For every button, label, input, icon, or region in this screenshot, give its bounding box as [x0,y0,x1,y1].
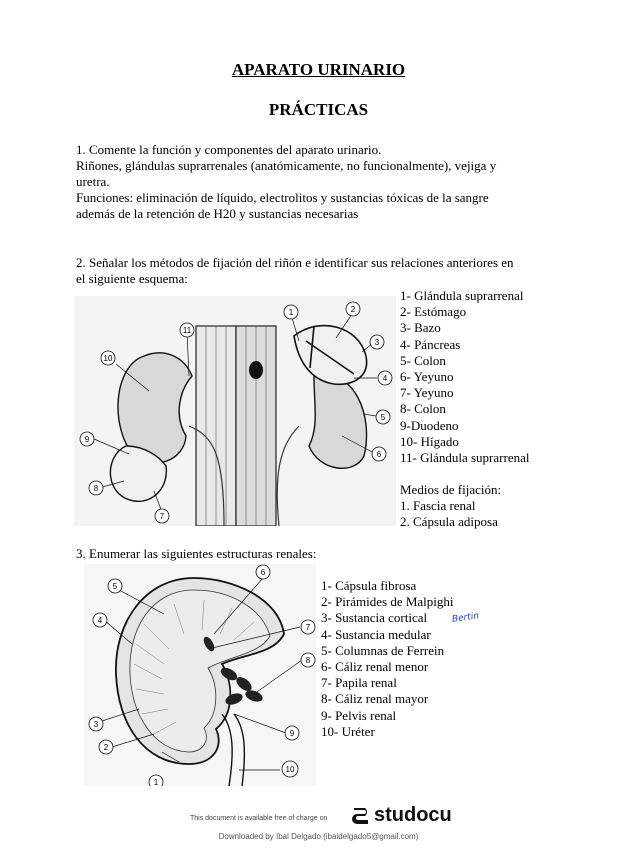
list-item: 6- Cáliz renal menor [321,659,429,675]
question-1-line: Riñones, glándulas suprarrenales (anatómicamente, no funcionalmente), vejiga y [76,158,497,173]
diagram-label: 11 [182,326,192,335]
list-item: 11- Glándula suprarrenal [400,450,530,466]
question-3-line: 3. Enumerar las siguientes estructuras renales: [76,546,317,561]
list-item: 5- Columnas de Ferrein [321,642,445,658]
vessel-section [249,361,263,379]
list-item: 3- Bazo [400,320,441,336]
diagram-label: 3 [93,720,99,729]
diagram-label: 10 [285,765,295,774]
diagram-label: 8 [305,656,311,665]
diagram-label: 5 [112,582,118,591]
list-item: 2- Pirámides de Malpighi [321,594,454,610]
fixation-list [400,482,501,531]
studocu-brand[interactable]: studocu [374,804,452,826]
list-item: 8- Colon [400,401,446,417]
studocu-logo-icon[interactable] [350,805,372,827]
question-1-line: además de la retención de H20 y sustancias necesarias [76,206,359,221]
question-2-line: el siguiente esquema: [76,271,188,286]
kidney-structure-diagram [84,564,316,786]
list-item: 4- Sustancia medular [321,626,431,642]
diagram-label: 2 [103,743,109,752]
structures-list [321,578,454,740]
question-1 [76,142,566,222]
page-title: APARATO URINARIO [231,60,406,79]
list-item: 4- Páncreas [400,336,461,352]
fixation-title: Medios de fijación: [400,482,502,497]
relations-list [400,288,529,466]
diagram-label: 9 [289,729,295,738]
question-1-line: uretra. [76,174,110,189]
diagram-label: 4 [382,374,388,383]
diagram-label: 6 [376,450,382,459]
list-item: 1- Glándula suprarrenal [400,288,524,303]
diagram-label: 1 [288,308,294,317]
list-item: 7- Yeyuno [400,385,454,401]
diagram-label: 4 [97,616,103,625]
question-1-line: Funciones: eliminación de líquido, electrolitos y sustancias tóxicas de la sangre [76,190,489,205]
list-item: 2. Cápsula adiposa [400,514,498,530]
list-item: 10- Hígado [400,433,459,449]
question-2 [76,255,566,287]
page-subtitle: PRÁCTICAS [268,100,369,119]
list-item: 1. Fascia renal [400,498,476,514]
diagram-label: 9 [84,435,90,444]
handwritten-note: Bertin [451,611,480,625]
list-item: 6- Yeyuno [400,369,454,385]
availability-note: This document is available free of charge on [190,815,328,822]
kidney-relations-diagram [74,296,396,526]
diagram-label: 5 [380,413,386,422]
diagram-label: 3 [374,338,380,347]
diagram-label: 8 [93,484,99,493]
download-note: Downloaded by Ibai Delgado (ibaidelgado5@gmail.com) [218,832,419,841]
diagram-label: 2 [350,305,356,314]
list-item: 3- Sustancia cortical [321,610,428,626]
diagram-label: 7 [305,623,311,632]
list-item: 5- Colon [400,352,446,368]
list-item: 9-Duodeno [400,417,459,433]
list-item: 10- Uréter [321,723,375,739]
diagram-label: 1 [153,778,159,786]
list-item: 1- Cápsula fibrosa [321,578,417,593]
list-item: 7- Papila renal [321,675,397,691]
question-2-line: 2. Señalar los métodos de fijación del riñón e identificar sus relaciones anteriores en [76,255,514,270]
diagram-label: 10 [103,354,113,363]
list-item: 8- Cáliz renal mayor [321,691,429,707]
diagram-label: 6 [260,568,266,577]
diagram-label: 7 [159,512,165,521]
list-item: 2- Estómago [400,304,467,320]
question-3 [76,546,566,562]
question-1-line: 1. Comente la función y componentes del aparato urinario. [76,142,382,157]
list-item: 9- Pelvis renal [321,707,397,723]
